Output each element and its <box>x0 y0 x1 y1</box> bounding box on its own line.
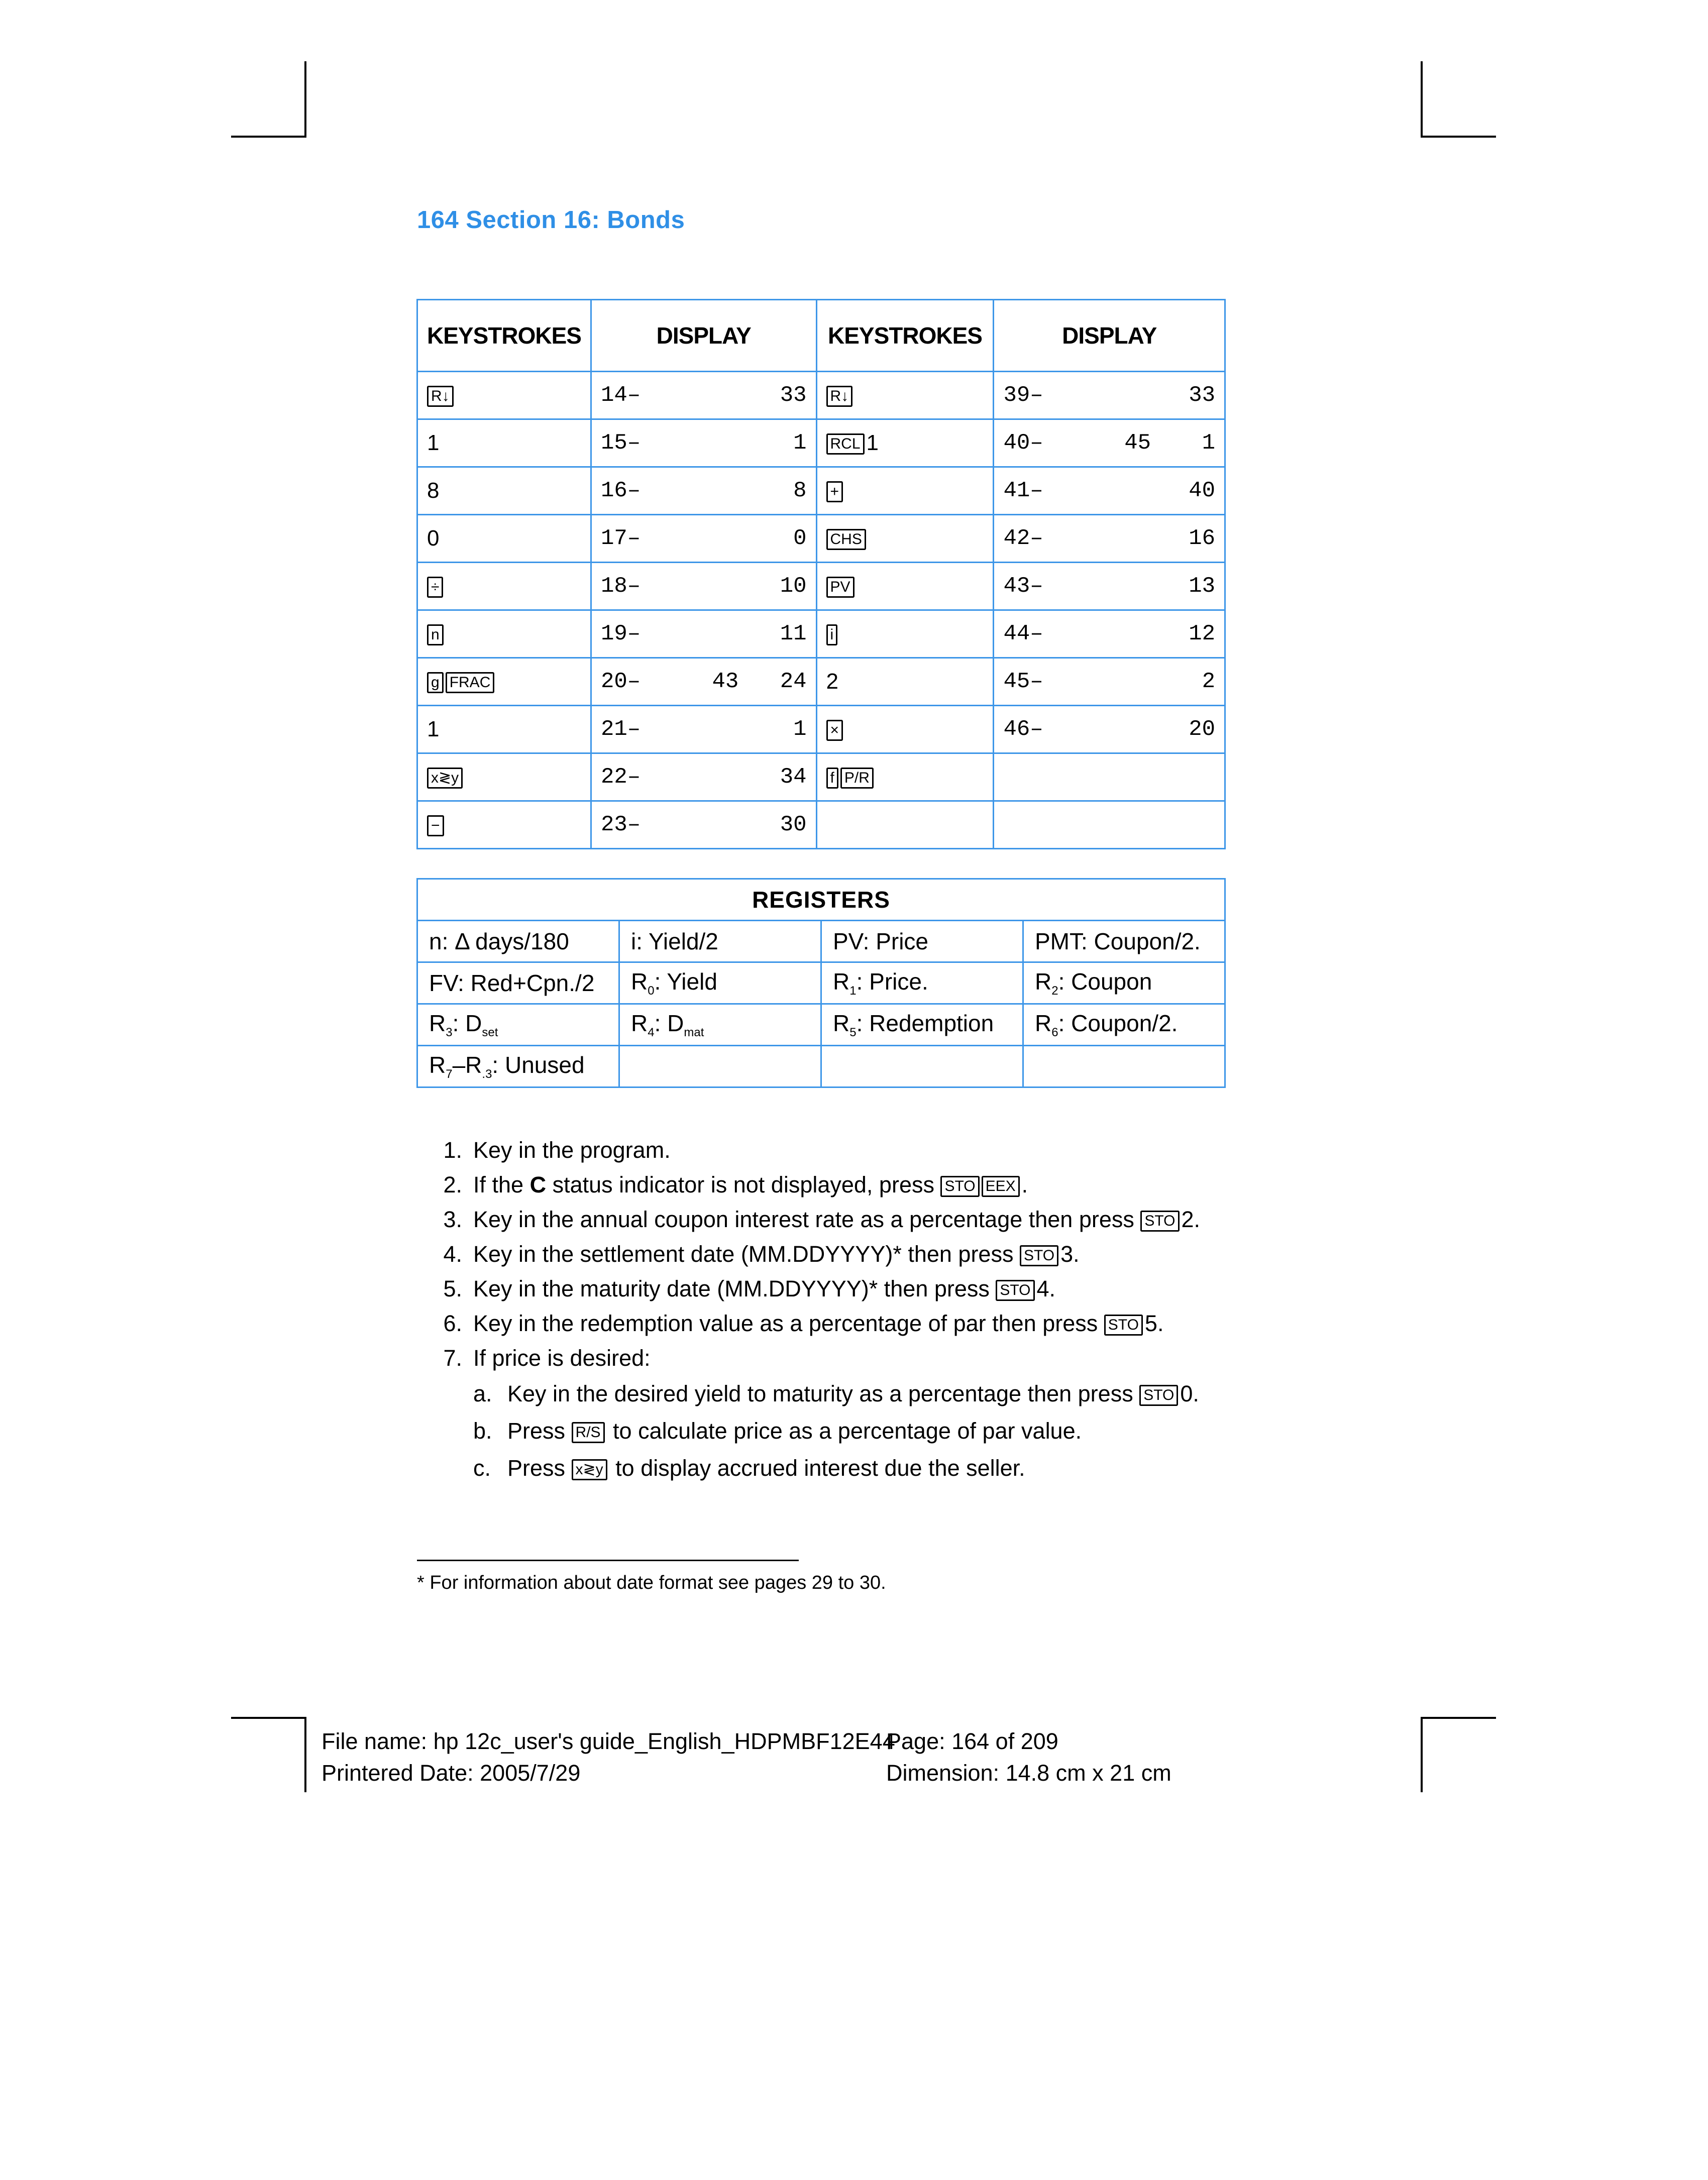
display-line: 44– <box>1003 621 1043 646</box>
display-readout <box>601 430 807 456</box>
register-row <box>417 921 1225 962</box>
footer-printed-date: Printered Date: 2005/7/29 <box>322 1760 581 1786</box>
keystroke-cell <box>417 515 591 563</box>
keystroke-digit: 1 <box>427 430 440 455</box>
display-readout <box>1003 621 1215 646</box>
key-icon: x≷y <box>427 768 463 789</box>
table-row <box>417 610 1225 658</box>
crop-mark <box>1421 1717 1423 1792</box>
keystroke-digit: 2 <box>826 669 838 694</box>
page-title: 164 Section 16: Bonds <box>417 206 685 234</box>
key-icon: i <box>826 624 838 645</box>
step-text: If the C status indicator is not displayed, press STO EEX . <box>473 1172 1028 1197</box>
display-line: 16– <box>600 478 641 503</box>
display-code: 11 <box>780 621 807 646</box>
column-header: KEYSTROKES <box>417 300 591 372</box>
display-readout <box>601 765 807 790</box>
register-label: PV: Price <box>833 928 929 954</box>
register-label: i: Yield/2 <box>631 928 718 954</box>
registers-table <box>416 878 1226 1088</box>
subscript: 6 <box>1051 1026 1058 1040</box>
table-row <box>417 419 1225 467</box>
display-readout <box>1003 717 1215 742</box>
key-icon: n <box>427 624 444 645</box>
keystroke-cell <box>417 467 591 515</box>
display-readout <box>1003 526 1215 551</box>
keystroke-cell <box>417 610 591 658</box>
page-footer <box>322 1725 895 1789</box>
display-line: 22– <box>600 765 641 790</box>
keystroke-cell <box>417 753 591 801</box>
display-cell <box>591 515 816 563</box>
keystroke-digit: 1 <box>866 430 879 455</box>
footnote: * For information about date format see pages 29 to 30. <box>417 1572 886 1593</box>
display-line: 15– <box>600 430 641 456</box>
display-readout <box>1003 574 1215 599</box>
key-icon: EEX <box>982 1176 1020 1197</box>
crop-mark <box>1421 61 1423 137</box>
step-text: Key in the annual coupon interest rate as a percentage then press STO 2. <box>473 1207 1201 1232</box>
display-readout <box>601 383 807 408</box>
register-cell <box>1023 921 1225 962</box>
register-cell <box>619 962 821 1004</box>
display-readout <box>601 526 807 551</box>
subscript: set <box>482 1026 498 1040</box>
key-icon: + <box>826 481 843 502</box>
subscript: 2 <box>1051 984 1058 998</box>
display-readout <box>1003 478 1215 503</box>
display-cell <box>591 563 816 610</box>
keystroke-cell <box>816 658 994 706</box>
display-line: 46– <box>1003 717 1043 742</box>
key-icon: STO <box>1139 1385 1178 1406</box>
display-code: 13 <box>1189 574 1215 599</box>
table-row <box>417 563 1225 610</box>
key-icon: STO <box>996 1280 1034 1301</box>
display-code: 33 <box>1189 383 1215 408</box>
display-readout <box>601 621 807 646</box>
register-label: $R_4$: $D_{mat}$ <box>631 1010 704 1040</box>
display-line: 14– <box>600 383 641 408</box>
keystroke-cell <box>417 801 591 849</box>
keystroke-cell <box>816 563 994 610</box>
register-cell <box>417 1046 619 1087</box>
display-readout <box>601 669 807 694</box>
display-code: 1 <box>1202 430 1215 456</box>
display-readout <box>601 812 807 837</box>
table-row <box>417 801 1225 849</box>
keystroke-cell <box>816 372 994 419</box>
display-readout <box>1003 430 1215 456</box>
keystroke-cell <box>417 419 591 467</box>
table-row <box>417 658 1225 706</box>
keystroke-digit: 0 <box>427 526 440 551</box>
display-code: 8 <box>793 478 807 503</box>
display-line: 43– <box>1003 574 1043 599</box>
display-code: 33 <box>780 383 807 408</box>
display-cell <box>994 801 1225 849</box>
key-icon: STO <box>1104 1315 1143 1336</box>
keystroke-cell <box>816 706 994 753</box>
display-cell <box>591 372 816 419</box>
crop-mark <box>231 136 306 138</box>
key-icon: − <box>427 815 444 836</box>
subscript: 3 <box>446 1026 453 1040</box>
display-cell <box>994 372 1225 419</box>
key-icon: STO <box>1020 1245 1058 1266</box>
register-row <box>417 962 1225 1004</box>
step-number: a. <box>473 1381 492 1406</box>
table-row <box>417 372 1225 419</box>
register-cell <box>1023 1046 1225 1087</box>
display-readout <box>601 478 807 503</box>
display-line: 39– <box>1003 383 1043 408</box>
keystroke-cell <box>816 467 994 515</box>
table-row <box>417 706 1225 753</box>
display-cell <box>994 563 1225 610</box>
register-label: FV: Red+Cpn./2 <box>429 970 595 996</box>
display-mid: 43 <box>712 669 739 694</box>
footer-dimension: Dimension: 14.8 cm x 21 cm <box>886 1760 1171 1786</box>
display-cell <box>591 801 816 849</box>
keystroke-cell <box>816 753 994 801</box>
display-readout <box>601 574 807 599</box>
display-cell <box>994 419 1225 467</box>
key-icon: RCL <box>826 433 865 455</box>
step-text: Key in the settlement date (MM.DDYYYY)* then press STO 3. <box>473 1241 1080 1267</box>
display-line: 42– <box>1003 526 1043 551</box>
register-label: $R_0$: Yield <box>631 968 717 998</box>
keystroke-cell <box>417 563 591 610</box>
display-readout <box>1003 383 1215 408</box>
crop-mark <box>304 61 306 137</box>
display-line: 41– <box>1003 478 1043 503</box>
crop-mark <box>1421 136 1496 138</box>
register-cell <box>417 1004 619 1046</box>
step-number: 6. <box>443 1311 462 1336</box>
keystroke-table <box>416 299 1226 849</box>
register-label: $R_7-R_{.3}$: Unused <box>429 1051 585 1081</box>
key-icon: P/R <box>840 768 874 789</box>
display-code: 0 <box>793 526 807 551</box>
display-code: 2 <box>1202 669 1215 694</box>
step-number: 2. <box>443 1172 462 1197</box>
register-cell <box>821 962 1023 1004</box>
register-cell <box>1023 962 1225 1004</box>
crop-mark <box>231 1717 306 1719</box>
step-text: Press R/S to calculate price as a percentage of par value. <box>507 1418 1082 1444</box>
step-text: Key in the desired yield to maturity as a percentage then press STO 0. <box>507 1381 1199 1406</box>
display-code: 30 <box>780 812 807 837</box>
register-cell <box>619 1004 821 1046</box>
display-code: 16 <box>1189 526 1215 551</box>
step-number: b. <box>473 1418 492 1444</box>
page-footer-right <box>886 1725 1171 1789</box>
step-text: Key in the redemption value as a percentage of par then press STO 5. <box>473 1311 1164 1336</box>
keystroke-cell <box>816 515 994 563</box>
column-header: KEYSTROKES <box>816 300 994 372</box>
display-code: 12 <box>1189 621 1215 646</box>
display-code: 10 <box>780 574 807 599</box>
crop-mark <box>304 1717 306 1792</box>
display-code: 20 <box>1189 717 1215 742</box>
keystroke-cell <box>816 419 994 467</box>
register-cell <box>619 1046 821 1087</box>
table-row <box>417 467 1225 515</box>
keystroke-cell <box>417 372 591 419</box>
display-cell <box>994 467 1225 515</box>
key-icon: STO <box>940 1176 979 1197</box>
display-cell <box>591 753 816 801</box>
display-mid: 45 <box>1124 430 1151 456</box>
display-cell <box>591 467 816 515</box>
display-cell <box>591 658 816 706</box>
display-line: 17– <box>600 526 641 551</box>
register-label: PMT: Coupon/2. <box>1035 928 1201 954</box>
subscript: 4 <box>648 1026 655 1040</box>
key-icon: PV <box>826 577 855 598</box>
key-icon: CHS <box>826 529 866 550</box>
display-code: 40 <box>1189 478 1215 503</box>
key-icon: R/S <box>572 1422 605 1443</box>
register-cell <box>417 962 619 1004</box>
key-icon: R↓ <box>826 386 853 407</box>
register-row <box>417 1046 1225 1087</box>
register-cell <box>417 921 619 962</box>
key-icon: STO <box>1140 1211 1179 1232</box>
key-icon: f <box>826 768 838 789</box>
step-number: c. <box>473 1455 491 1481</box>
subscript: 0 <box>648 984 655 998</box>
display-line: 21– <box>600 717 641 742</box>
register-label: $R_1$: Price. <box>833 968 928 998</box>
key-icon: × <box>826 720 843 741</box>
step-number: 3. <box>443 1207 462 1232</box>
keystroke-cell <box>816 610 994 658</box>
display-line: 19– <box>600 621 641 646</box>
step-text: Key in the program. <box>473 1137 671 1163</box>
keystroke-digit: 1 <box>427 717 440 741</box>
display-line: 18– <box>600 574 641 599</box>
display-code: 24 <box>780 669 807 694</box>
display-line: 40– <box>1003 430 1043 456</box>
display-cell <box>994 658 1225 706</box>
footer-page: Page: 164 of 209 <box>886 1728 1058 1754</box>
step-number: 1. <box>443 1137 462 1163</box>
register-label: $R_6$: Coupon/2. <box>1035 1010 1178 1040</box>
step-text: Press x≷y to display accrued interest due the seller. <box>507 1455 1025 1481</box>
keystroke-digit: 8 <box>427 478 440 503</box>
key-icon: x≷y <box>572 1459 607 1480</box>
table-row <box>417 753 1225 801</box>
display-cell <box>994 515 1225 563</box>
subscript: mat <box>684 1026 704 1040</box>
display-readout <box>1003 669 1215 694</box>
display-code: 34 <box>780 765 807 790</box>
display-cell <box>591 706 816 753</box>
footer-file-name: File name: hp 12c_user's guide_English_HDPMBF12E44 <box>322 1728 895 1754</box>
register-row <box>417 1004 1225 1046</box>
display-line: 20– <box>600 669 641 694</box>
keystroke-cell <box>417 706 591 753</box>
key-icon: R↓ <box>427 386 454 407</box>
status-indicator: C <box>529 1172 547 1197</box>
register-cell <box>619 921 821 962</box>
crop-mark <box>1421 1717 1496 1719</box>
column-header: DISPLAY <box>994 300 1225 372</box>
subscript: 1 <box>849 984 857 998</box>
display-code: 1 <box>793 430 807 456</box>
display-cell <box>591 419 816 467</box>
step-text: If price is desired: <box>473 1345 651 1371</box>
footnote-divider <box>417 1560 799 1561</box>
register-cell <box>1023 1004 1225 1046</box>
subscript: .3 <box>482 1067 492 1081</box>
register-cell <box>821 1046 1023 1087</box>
display-cell <box>994 706 1225 753</box>
key-icon: ÷ <box>427 577 443 598</box>
key-icon: FRAC <box>446 672 495 693</box>
display-code: 1 <box>793 717 807 742</box>
register-label: n: Δ days/180 <box>429 928 569 954</box>
register-label: $R_2$: Coupon <box>1035 968 1152 998</box>
step-number: 4. <box>443 1241 462 1267</box>
table-row <box>417 515 1225 563</box>
keystroke-cell <box>816 801 994 849</box>
display-cell <box>994 753 1225 801</box>
register-cell <box>821 921 1023 962</box>
display-readout <box>601 717 807 742</box>
display-line: 23– <box>600 812 641 837</box>
keystroke-cell <box>417 658 591 706</box>
step-number: 5. <box>443 1276 462 1301</box>
register-label: $R_5$: Redemption <box>833 1010 994 1040</box>
register-label: $R_3$: $D_{set}$ <box>429 1010 498 1040</box>
subscript: 5 <box>849 1026 857 1040</box>
step-number: 7. <box>443 1345 462 1371</box>
subscript: 7 <box>446 1067 453 1081</box>
register-cell <box>821 1004 1023 1046</box>
column-header: DISPLAY <box>591 300 816 372</box>
display-cell <box>591 610 816 658</box>
display-cell <box>994 610 1225 658</box>
table-header-row <box>417 300 1225 372</box>
registers-title: REGISTERS <box>417 879 1225 921</box>
step-text: Key in the maturity date (MM.DDYYYY)* then press STO 4. <box>473 1276 1056 1301</box>
display-line: 45– <box>1003 669 1043 694</box>
key-icon: g <box>427 672 444 693</box>
